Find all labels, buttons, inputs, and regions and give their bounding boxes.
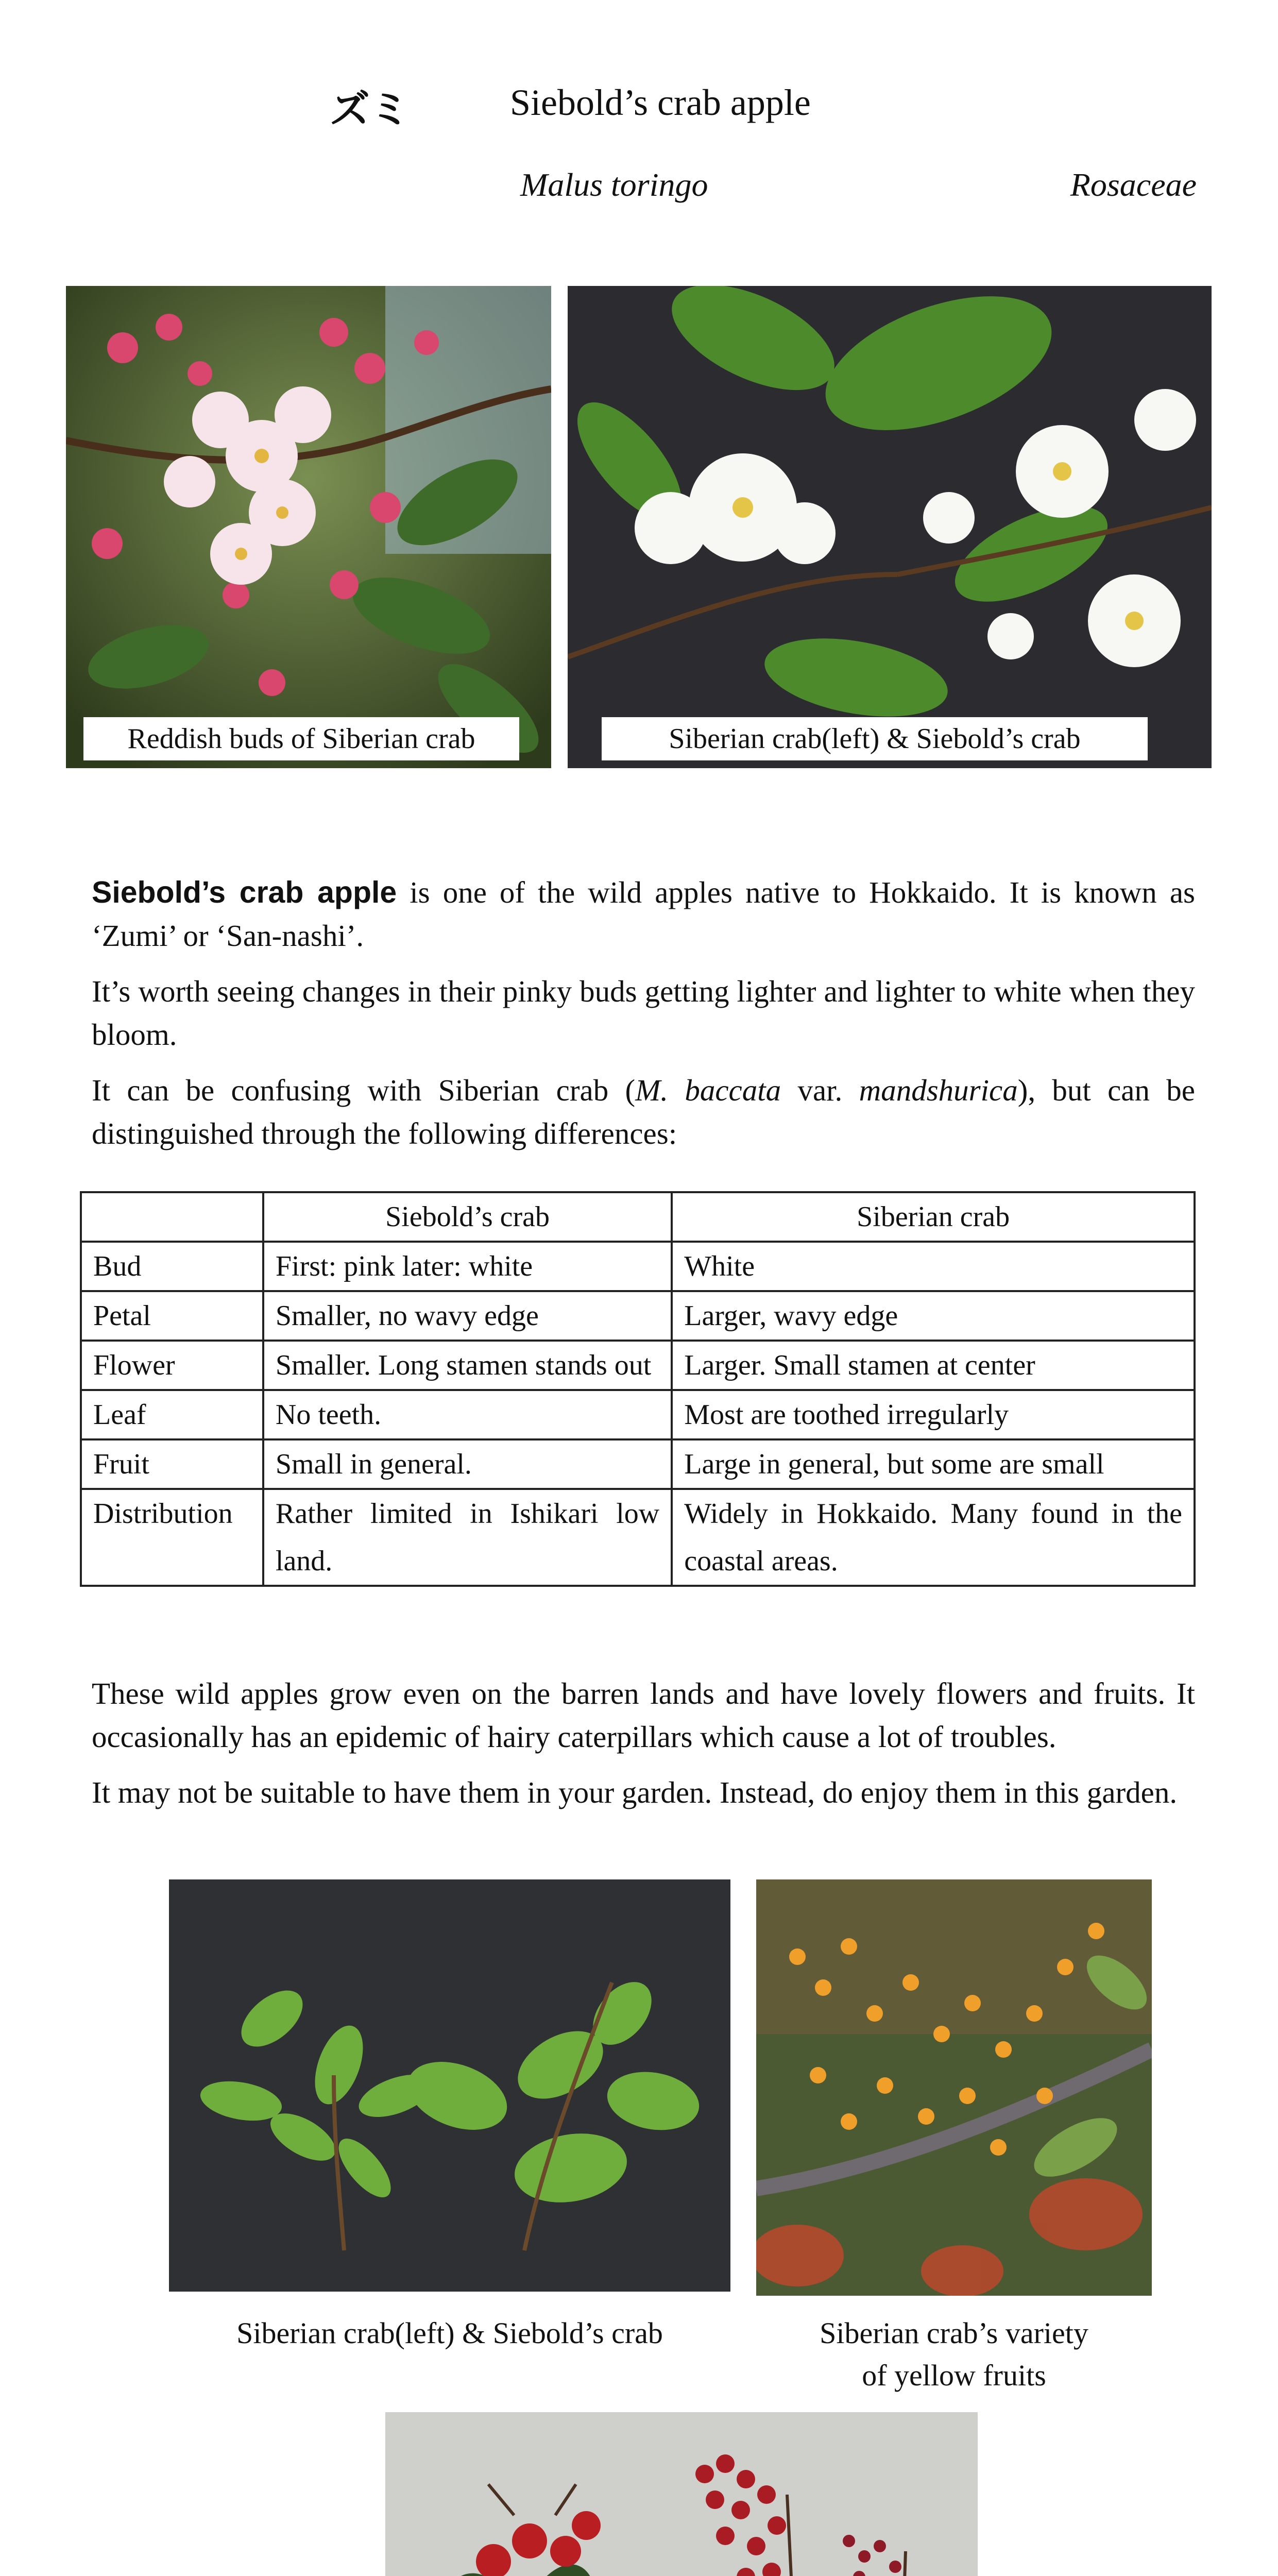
siberian-cell: White xyxy=(672,1242,1195,1291)
siberian-cell: Large in general, but some are small xyxy=(672,1439,1195,1489)
intro-paragraph-1 xyxy=(92,871,1195,957)
row-label: Distribution xyxy=(81,1489,263,1586)
variety-mandshurica: mandshurica xyxy=(859,1073,1018,1107)
species-baccata: M. baccata xyxy=(635,1073,781,1107)
photo-siberian-vs-siebold-flowers xyxy=(568,286,1212,768)
table-header-siberian: Siberian crab xyxy=(672,1192,1195,1242)
page-title: Siebold’s crab apple xyxy=(510,82,811,123)
scientific-name: Malus toringo xyxy=(520,166,708,203)
siberian-cell: Larger. Small stamen at center xyxy=(672,1341,1195,1390)
table-header-siebold: Siebold’s crab xyxy=(263,1192,672,1242)
japanese-name: ズミ xyxy=(330,87,411,133)
table-row xyxy=(81,1439,1195,1489)
caption-siberian-vs-siebold-flowers: Siberian crab(left) & Siebold’s crab xyxy=(602,717,1148,760)
siebold-cell: Smaller. Long stamen stands out xyxy=(263,1341,672,1390)
table-row xyxy=(81,1291,1195,1341)
photo-fruit-size-comparison xyxy=(385,2412,978,2576)
body-text xyxy=(92,1672,1195,1814)
photo-yellow-fruits xyxy=(756,1879,1152,2296)
intro-paragraph-3-b: var. xyxy=(781,1073,859,1107)
photo-leaves-comparison xyxy=(169,1879,730,2292)
siebold-cell: First: pink later: white xyxy=(263,1242,672,1291)
table-row xyxy=(81,1242,1195,1291)
siebold-cell: Small in general. xyxy=(263,1439,672,1489)
siebold-cell: Smaller, no wavy edge xyxy=(263,1291,672,1341)
intro-paragraph-2: It’s worth seeing changes in their pinky buds getting lighter and lighter to white when they bloom. xyxy=(92,974,1195,1052)
siberian-cell: Most are toothed irregularly xyxy=(672,1390,1195,1439)
intro-paragraph-3-a: It can be confusing with Siberian crab ( xyxy=(92,1073,636,1107)
photo-reddish-buds xyxy=(66,286,551,768)
table-row xyxy=(81,1341,1195,1390)
intro-paragraph-1-text: is one of the wild apples native to Hokkaido. It is known as ‘Zumi’ or ‘San-nashi’. xyxy=(92,875,1195,953)
caption-yellow-fruits-line-1: Siberian crab’s variety xyxy=(820,2316,1088,2350)
table-row xyxy=(81,1489,1195,1586)
body-paragraph-2: It may not be suitable to have them in your garden. Instead, do enjoy them in this garden. xyxy=(92,1775,1178,1809)
siberian-cell: Widely in Hokkaido. Many found in the coastal areas. xyxy=(672,1489,1195,1586)
row-label: Bud xyxy=(81,1242,263,1291)
table-header-row xyxy=(81,1192,1195,1242)
caption-yellow-fruits-line-2: of yellow fruits xyxy=(862,2359,1046,2392)
comparison-table xyxy=(80,1191,1196,1587)
table-header-blank xyxy=(81,1192,263,1242)
intro-paragraph-3 xyxy=(92,1069,1195,1155)
caption-reddish-buds: Reddish buds of Siberian crab xyxy=(83,717,519,760)
siberian-cell: Larger, wavy edge xyxy=(672,1291,1195,1341)
siebold-cell: Rather limited in Ishikari low land. xyxy=(263,1489,672,1586)
intro-text xyxy=(92,871,1195,1155)
row-label: Leaf xyxy=(81,1390,263,1439)
intro-paragraph-3-c: ), but can be distinguished through the following differences: xyxy=(92,1073,1195,1150)
row-label: Fruit xyxy=(81,1439,263,1489)
table-row xyxy=(81,1390,1195,1439)
siebold-cell: No teeth. xyxy=(263,1390,672,1439)
intro-term: Siebold’s crab apple xyxy=(92,875,397,909)
body-paragraph-1: These wild apples grow even on the barren lands and have lovely flowers and fruits. It occasionally has an epidemic of hairy caterpillars which cause a lot of troubles. xyxy=(92,1676,1195,1754)
row-label: Flower xyxy=(81,1341,263,1390)
family-name: Rosaceae xyxy=(1070,166,1197,203)
row-label: Petal xyxy=(81,1291,263,1341)
caption-leaves-comparison: Siberian crab(left) & Siebold’s crab xyxy=(236,2316,663,2350)
